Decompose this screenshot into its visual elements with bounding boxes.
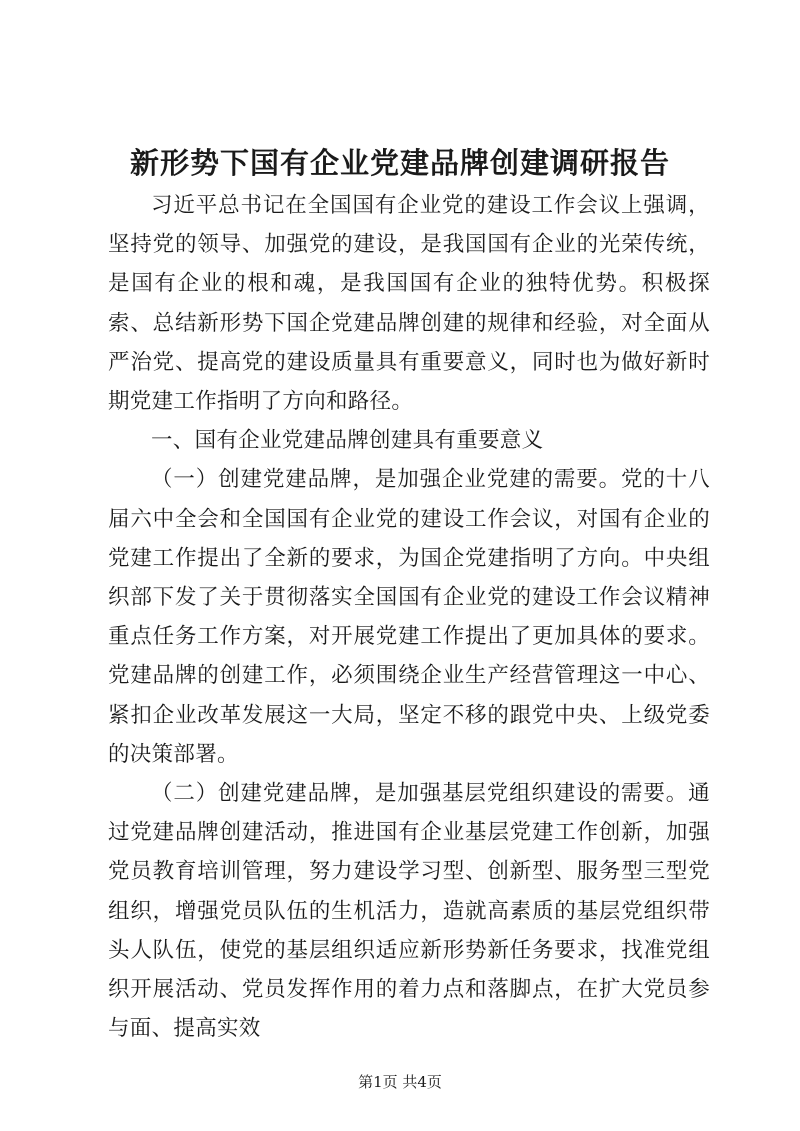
document-title: 新形势下国有企业党建品牌创建调研报告 bbox=[129, 146, 670, 180]
document-body bbox=[108, 186, 710, 1048]
subsection-2-paragraph: （二）创建党建品牌，是加强基层党组织建设的需要。通过党建品牌创建活动，推进国有企业基层党建工作创新，加强党员教育培训管理，努力建设学习型、创新型、服务型三型党组织，增强党员队伍的生机活力，造就高素质的基层党组织带头人队伍，使党的基层组织适应新形势新任务要求，找准党组织开展活动、党员发挥作用的着力点和落脚点，在扩大党员参与面、提高实效 bbox=[108, 781, 710, 1042]
subsection-1-paragraph: （一）创建党建品牌，是加强企业党建的需要。党的十八届六中全会和全国国有企业党的建设工作会议，对国有企业的党建工作提出了全新的要求，为国企党建指明了方向。中央组织部下发了关于贯彻落实全国国有企业党的建设工作会议精神重点任务工作方案，对开展党建工作提出了更加具体的要求。党建品牌的创建工作，必须围绕企业生产经营管理这一中心、紧扣企业改革发展这一大局，坚定不移的跟党中央、上级党委的决策部署。 bbox=[108, 467, 710, 767]
page-footer: 第1页 共4页 bbox=[358, 1073, 442, 1091]
section-heading-1: 一、国有企业党建品牌创建具有重要意义 bbox=[151, 428, 544, 454]
intro-paragraph: 习近平总书记在全国国有企业党的建设工作会议上强调，坚持党的领导、加强党的建设，是我国国有企业的光荣传统，是国有企业的根和魂，是我国国有企业的独特优势。积极探索、总结新形势下国企党建品牌创建的规律和经验，对全面从严治党、提高党的建设质量具有重要意义，同时也为做好新时期党建工作指明了方向和路径。 bbox=[108, 193, 710, 415]
